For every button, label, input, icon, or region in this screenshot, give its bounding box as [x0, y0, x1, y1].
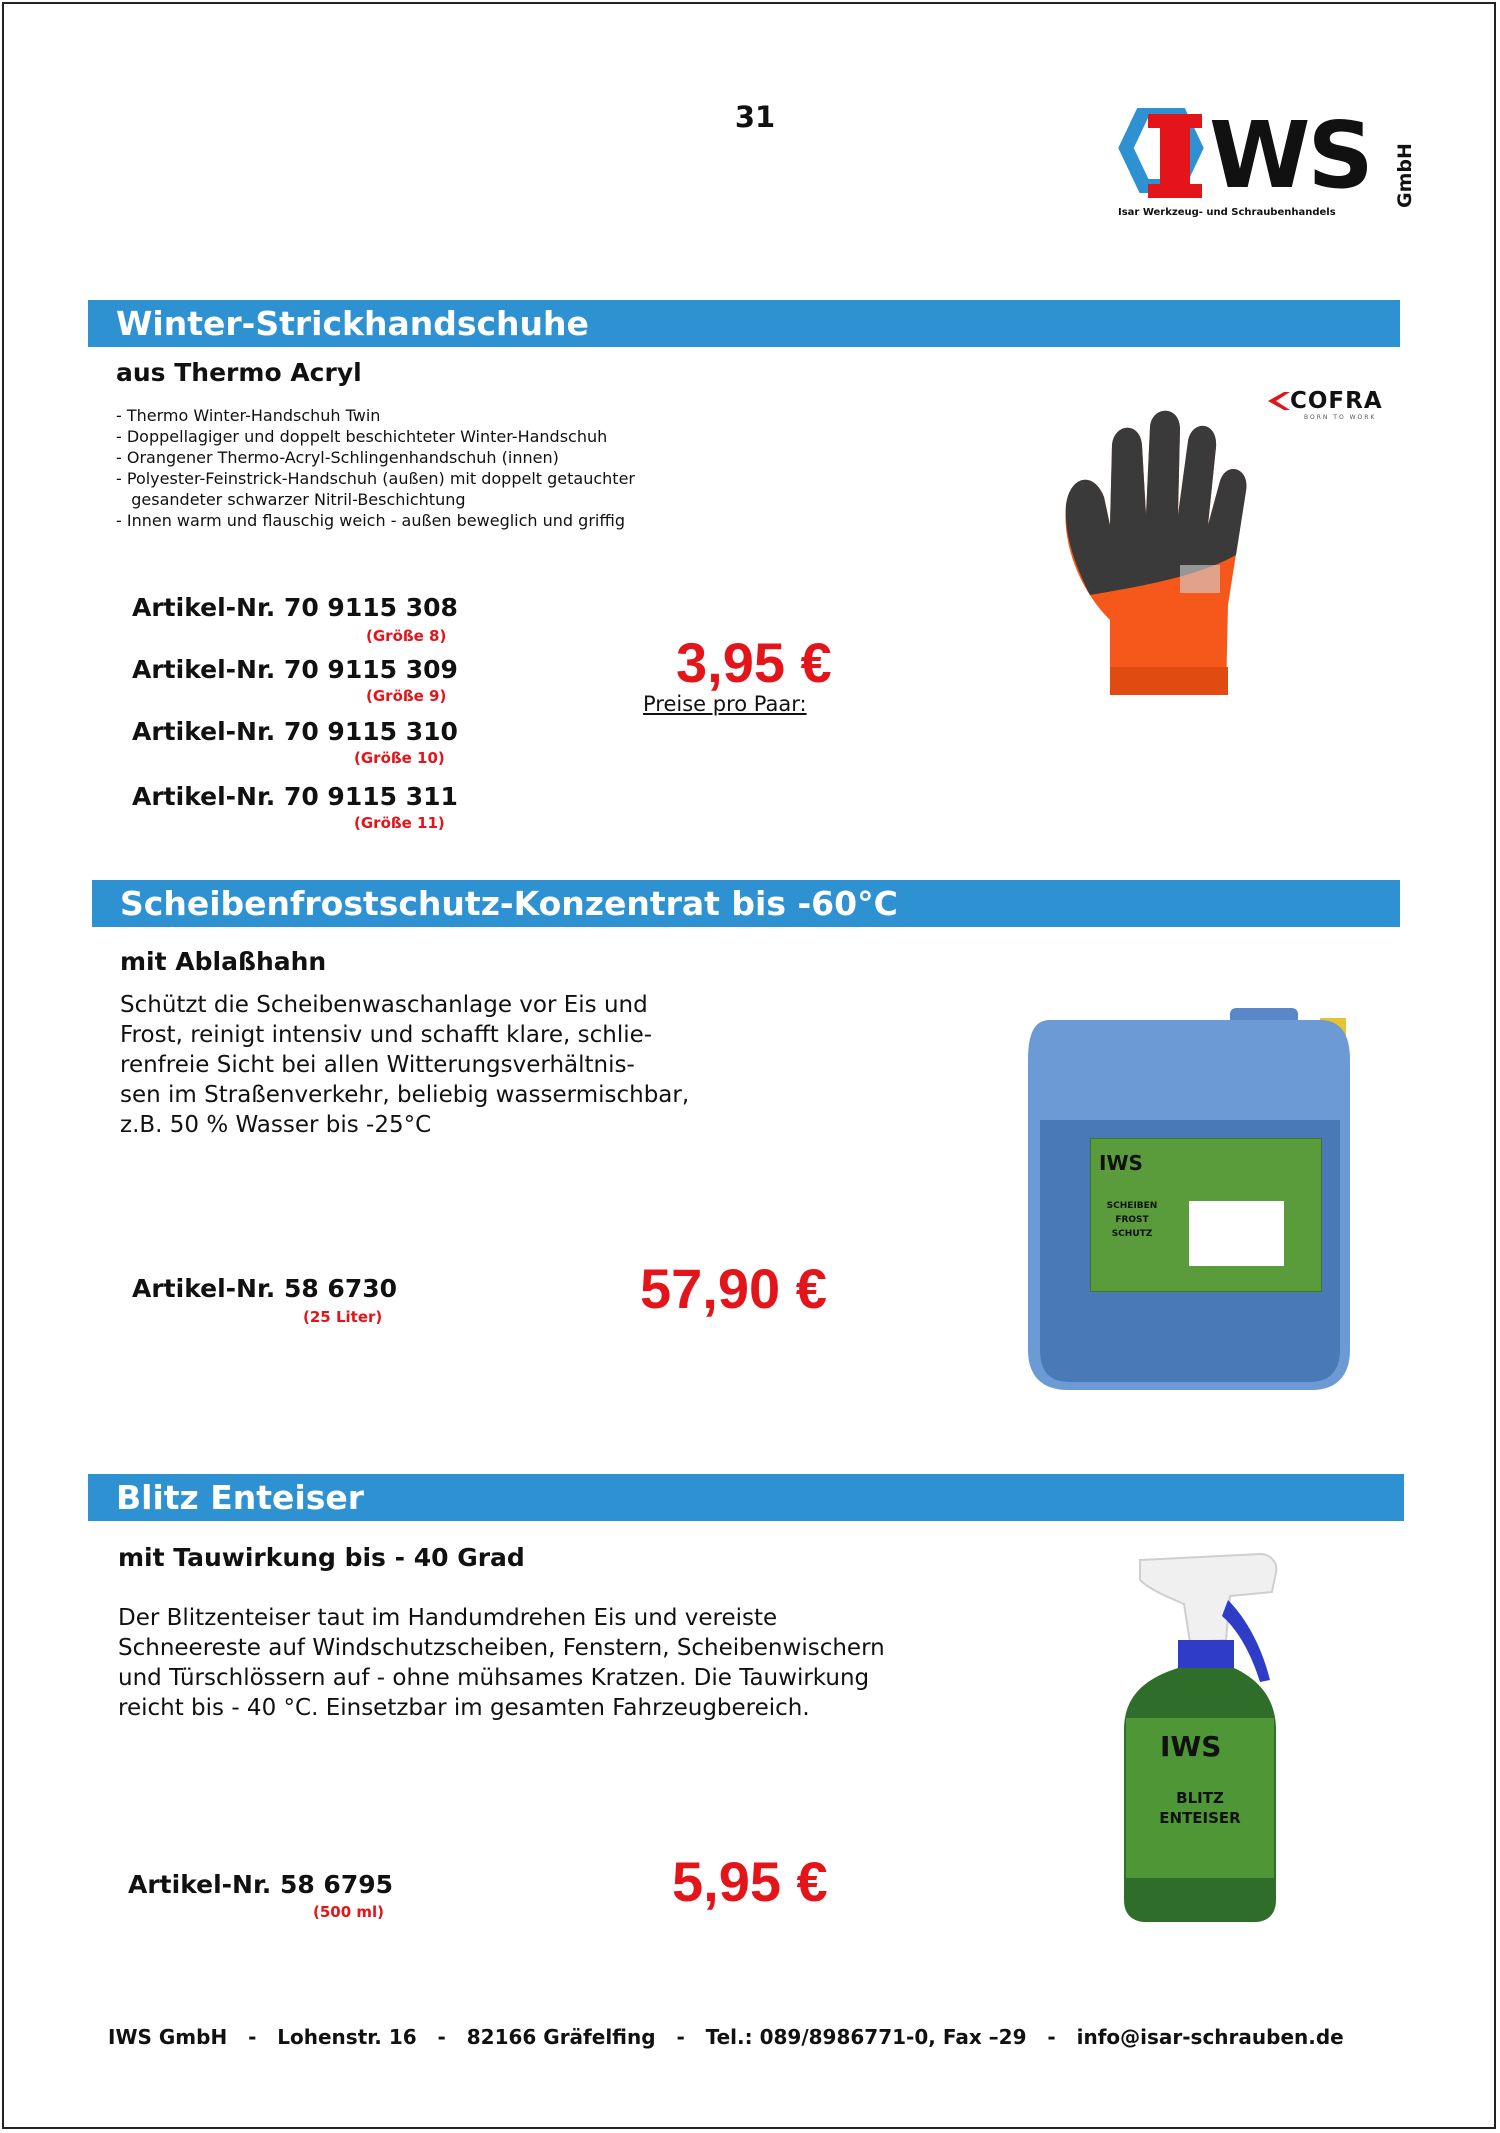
description-line: und Türschlössern auf - ohne mühsames Kratzen. Die Tauwirkung	[118, 1665, 870, 1691]
article-size: (Größe 10)	[354, 749, 445, 767]
canister-label	[1090, 1138, 1322, 1292]
article-size: (Größe 8)	[366, 627, 447, 645]
section-title-gloves: Winter-Strickhandschuhe	[88, 300, 1400, 347]
page-footer: IWS GmbH - Lohenstr. 16 - 82166 Gräfelfing - Tel.: 089/8986771-0, Fax –29 - info@isar-schrauben.de	[108, 2025, 1344, 2049]
description-line: sen im Straßenverkehr, beliebig wassermischbar,	[120, 1082, 690, 1108]
gloves-feature-list: - Thermo Winter-Handschuh Twin - Doppellagiger und doppelt beschichteter Winter-Handschuh - Orangener Thermo-Acryl-Schlingenhandschuh (innen) - Polyester-Feinstrick-Handschuh (außen) mit doppelt getauchter gesandeter schwarzer Nitril-Beschichtung - Innen warm und flauschig weich - außen beweglich und griffig	[116, 406, 635, 530]
description-line: renfreie Sicht bei allen Witterungsverhältnis-	[120, 1052, 635, 1078]
article-size: (Größe 9)	[366, 687, 447, 705]
article-number: Artikel-Nr. 58 6795	[128, 1870, 394, 1899]
article-number: Artikel-Nr. 70 9115 311	[132, 782, 458, 811]
blue-canister-image	[1020, 1000, 1360, 1395]
bottle-label-logo: IWS	[1160, 1730, 1222, 1763]
label-product-name	[1101, 1199, 1163, 1241]
cofra-brand-name: COFRA	[1290, 388, 1383, 414]
section-subtitle-windshield: mit Ablaßhahn	[120, 947, 327, 976]
label-line: BLITZ	[1176, 1789, 1224, 1807]
label-logo: IWS	[1099, 1151, 1143, 1175]
logo-gmbh-text: GmbH	[1394, 143, 1416, 208]
bottle-label	[1126, 1718, 1274, 1878]
spray-bottle-image	[1110, 1550, 1290, 1925]
article-size: (500 ml)	[313, 1903, 385, 1921]
article-number: Artikel-Nr. 58 6730	[132, 1274, 398, 1303]
article-size: (25 Liter)	[303, 1308, 383, 1326]
cofra-brand-tagline: BORN TO WORK	[1304, 414, 1377, 421]
article-number: Artikel-Nr. 70 9115 308	[132, 593, 458, 622]
section-subtitle-deicer: mit Tauwirkung bis - 40 Grad	[118, 1543, 525, 1572]
description-line: z.B. 50 % Wasser bis -25°C	[120, 1112, 432, 1138]
label-info-box	[1189, 1201, 1284, 1266]
description-line: Schützt die Scheibenwaschanlage vor Eis und	[120, 992, 648, 1018]
cofra-chevron-icon	[1268, 392, 1290, 410]
page-number: 31	[734, 100, 776, 134]
company-logo	[1114, 102, 1416, 223]
description-line: Frost, reinigt intensiv und schafft klare, schlie-	[120, 1022, 653, 1048]
section-title-windshield: Scheibenfrostschutz-Konzentrat bis -60°C	[92, 880, 1400, 927]
logo-ws-text: WS	[1209, 102, 1371, 209]
article-number: Artikel-Nr. 70 9115 310	[132, 717, 458, 746]
section-title-deicer: Blitz Enteiser	[88, 1474, 1404, 1521]
description-line: reicht bis - 40 °C. Einsetzbar im gesamten Fahrzeugbereich.	[118, 1695, 810, 1721]
price-windshield: 57,90 €	[640, 1257, 827, 1320]
deicer-description	[118, 1603, 885, 1723]
label-line: SCHEIBEN	[1106, 1201, 1158, 1211]
article-number: Artikel-Nr. 70 9115 309	[132, 655, 458, 684]
price-gloves: 3,95 €	[676, 631, 832, 694]
price-note: Preise pro Paar:	[643, 692, 807, 716]
windshield-description	[120, 990, 689, 1140]
cofra-brand-logo	[1268, 388, 1408, 424]
label-line: SCHUTZ	[1111, 1229, 1153, 1239]
article-size: (Größe 11)	[354, 814, 445, 832]
bottle-label-product-name	[1126, 1788, 1274, 1828]
orange-winter-glove-image	[1050, 405, 1270, 705]
logo-subtitle: Isar Werkzeug- und Schraubenhandels	[1118, 207, 1336, 218]
description-line: Schneereste auf Windschutzscheiben, Fenstern, Scheibenwischern	[118, 1635, 885, 1661]
section-subtitle-gloves: aus Thermo Acryl	[116, 358, 362, 387]
label-line: ENTEISER	[1159, 1809, 1241, 1827]
price-deicer: 5,95 €	[672, 1850, 828, 1913]
label-line: FROST	[1115, 1215, 1149, 1225]
description-line: Der Blitzenteiser taut im Handumdrehen Eis und vereiste	[118, 1605, 778, 1631]
